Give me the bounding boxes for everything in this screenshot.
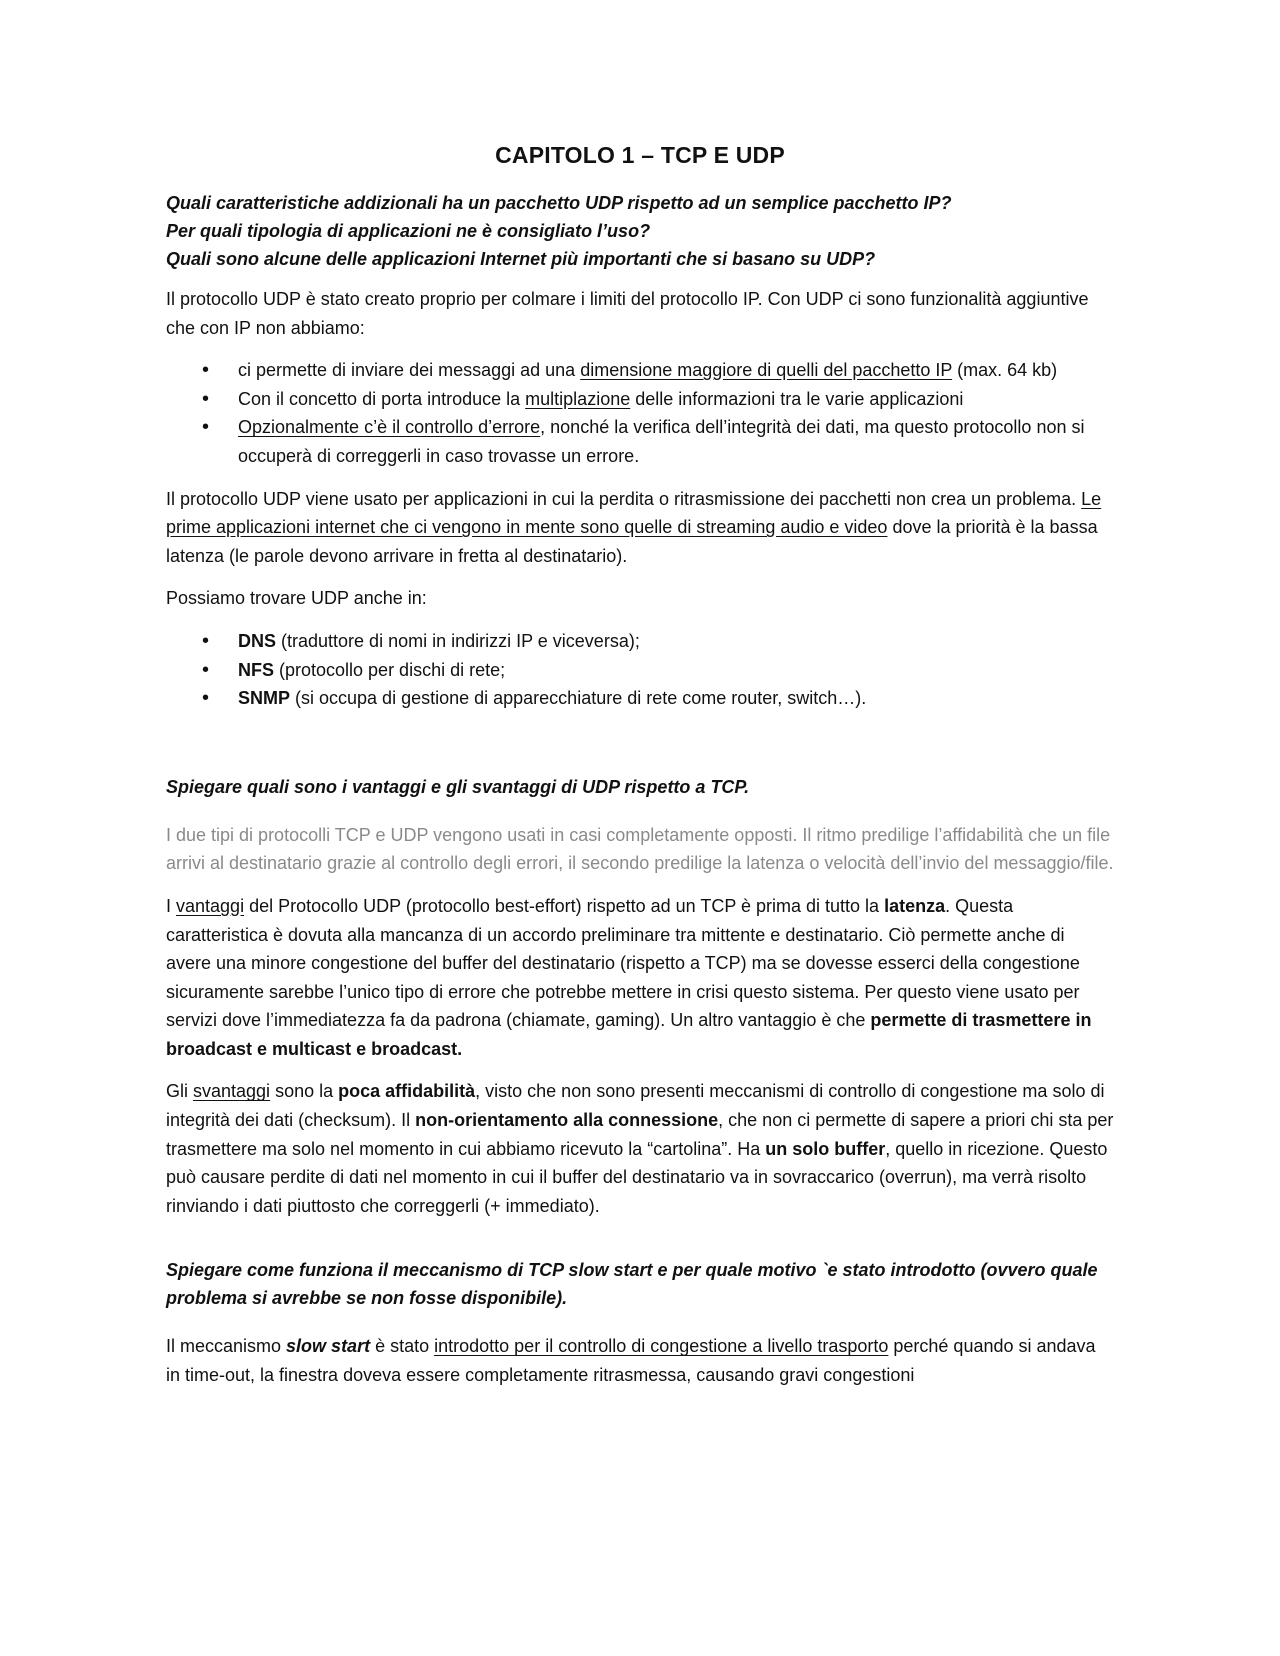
paragraph-udp-usage: Il protocollo UDP viene usato per applicazioni in cui la perdita o ritrasmissione dei pacchetti non crea un problema. Le prime applicazioni internet che ci vengono in mente sono quelle di streaming audio e video dove la priorità è la bassa latenza (le parole devono arrivare in fretta al destinatario).: [166, 488, 1102, 566]
question-slow-start: Spiegare come funziona il meccanismo di TCP slow start e per quale motivo `e stato introdotto (ovvero quale problema si avrebbe se non fosse disponibile).: [166, 1260, 1098, 1309]
udp-apps-list: [166, 627, 1114, 713]
list-item: • NFS (protocollo per dischi di rete;: [166, 656, 1114, 685]
paragraph-udp-apps-intro: Possiamo trovare UDP anche in:: [166, 588, 427, 609]
paragraph-udp-intro: Il protocollo UDP è stato creato proprio per colmare i limiti del protocollo IP. Con UDP ci sono funzionalità aggiuntive che con IP non abbiamo:: [166, 289, 1089, 338]
list-item: • ci permette di inviare dei messaggi ad una dimensione maggiore di quelli del pacchetto IP (max. 64 kb): [166, 356, 1114, 385]
question-2: Per quali tipologia di applicazioni ne è consigliato l’uso?: [166, 221, 651, 241]
chapter-title: CAPITOLO 1 – TCP E UDP: [495, 142, 785, 168]
question-1: Quali caratteristiche addizionali ha un pacchetto UDP rispetto ad un semplice pacchetto IP?: [166, 193, 952, 213]
paragraph-tcp-vs-udp: I due tipi di protocolli TCP e UDP vengono usati in casi completamente opposti. Il ritmo predilige l’affidabilità che un file arrivi al destinatario grazie al controllo degli errori, il secondo predilige la latenza o velocità dell’invio del messaggio/file.: [166, 824, 1114, 874]
document-page: [166, 128, 1114, 1404]
question-advantages: Spiegare quali sono i vantaggi e gli svantaggi di UDP rispetto a TCP.: [166, 776, 750, 797]
list-item: • Opzionalmente c’è il controllo d’errore, nonché la verifica dell’integrità dei dati, ma questo protocollo non si occuperà di correggerli in caso trovasse un errore.: [166, 413, 1114, 470]
list-item: • Con il concetto di porta introduce la multiplazione delle informazioni tra le varie applicazioni: [166, 385, 1114, 414]
udp-features-list: [166, 356, 1114, 470]
paragraph-disadvantages: Gli svantaggi sono la poca affidabilità, visto che non sono presenti meccanismi di controllo di congestione ma solo di integrità dei dati (checksum). Il non-orientamento alla connessione, che non ci permette di sapere a priori chi sta per trasmettere ma solo nel momento in cui abbiamo ricevuto la “cartolina”. Ha un solo buffer, quello in ricezione. Questo può causare perdite di dati nel momento in cui il buffer del destinatario va in sovraccarico (overrun), ma verrà risolto rinviando i dati piuttosto che correggerli (+ immediato).: [166, 1081, 1114, 1216]
section1-questions: [166, 189, 1114, 273]
question-3: Quali sono alcune delle applicazioni Internet più importanti che si basano su UDP?: [166, 249, 876, 269]
paragraph-advantages: I vantaggi del Protocollo UDP (protocollo best-effort) rispetto ad un TCP è prima di tutto la latenza. Questa caratteristica è dovuta alla mancanza di un accordo preliminare tra mittente e destinatario. Ciò permette anche di avere una minore congestione del buffer del destinatario (rispetto a TCP) ma se dovesse esserci della congestione sicuramente sarebbe l’unico tipo di errore che potrebbe mettere in crisi questo sistema. Per questo viene usato per servizi dove l’immediatezza fa da padrona (chiamate, gaming). Un altro vantaggio è che permette di trasmettere in broadcast e multicast e broadcast.: [166, 895, 1092, 1059]
list-item: • DNS (traduttore di nomi in indirizzi IP e viceversa);: [166, 627, 1114, 656]
list-item: • SNMP (si occupa di gestione di apparecchiature di rete come router, switch…).: [166, 684, 1114, 713]
paragraph-slow-start: Il meccanismo slow start è stato introdotto per il controllo di congestione a livello trasporto perché quando si andava in time-out, la finestra doveva essere completamente ritrasmessa, causando gravi congestioni: [166, 1336, 1096, 1386]
